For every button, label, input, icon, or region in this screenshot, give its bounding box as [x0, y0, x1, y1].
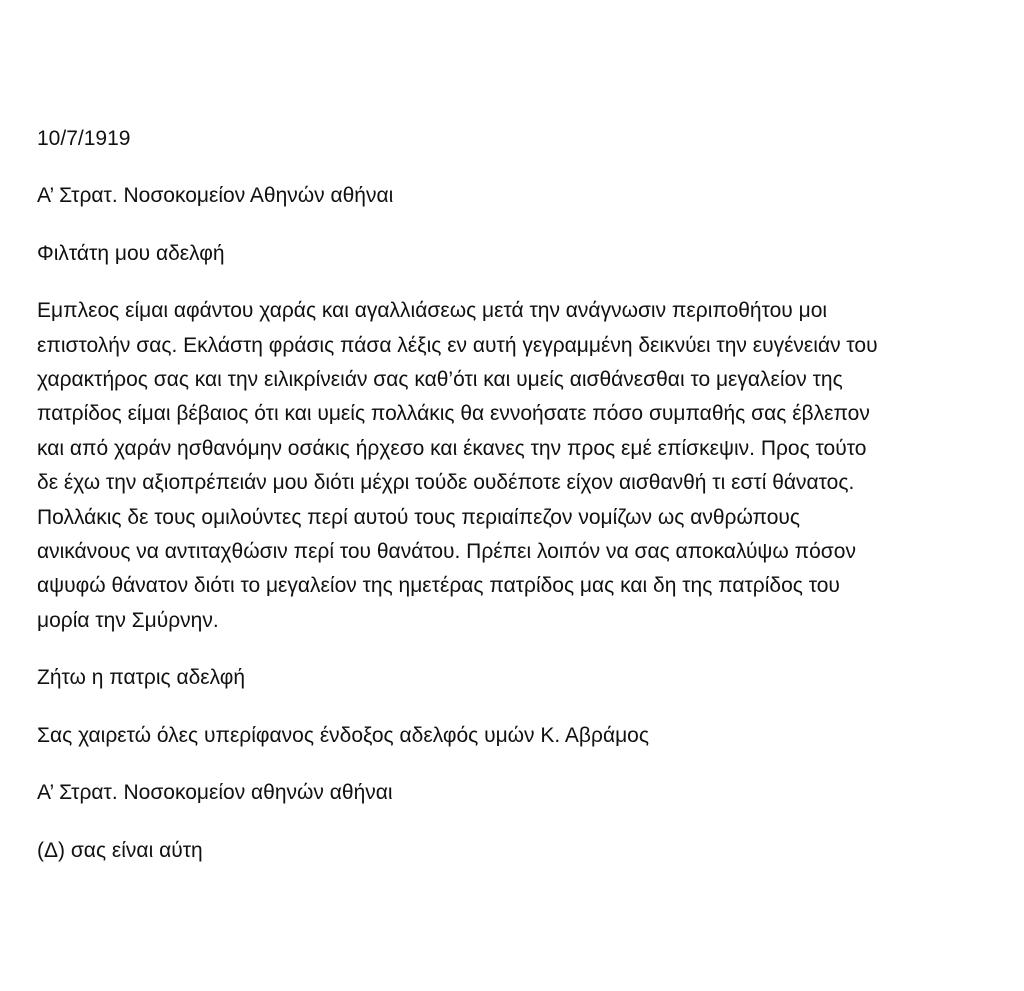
closing-signature: Σας χαιρετώ όλες υπερίφανος ένδοξος αδελφός υμών Κ. Αβράμος — [37, 723, 649, 747]
body-line: χαρακτήρος σας και την ειλικρίνειάν σας καθ’ότι και υμείς αισθάνεσθαι το μεγαλείον της — [37, 368, 843, 392]
body-line: επιστολήν σας. Εκλάστη φράσις πάσα λέξις εν αυτή γεγραμμένη δεικνύει την ευγένειάν του — [37, 333, 878, 357]
body-line: Εμπλεος είμαι αφάντου χαράς και αγαλλιάσεως μετά την ανάγνωσιν περιποθήτου μοι — [37, 299, 828, 323]
exclamation: Ζήτω η πατρις αδελφή — [37, 666, 246, 690]
body-line: αψυφώ θάνατον διότι το μεγαλείον της ημετέρας πατρίδος μας και δη της πατρίδος του — [37, 574, 840, 598]
body-line: ανικάνους να αντιταχθώσιν περί του θανάτου. Πρέπει λοιπόν να σας αποκαλύψω πόσον — [37, 540, 856, 564]
footer-address: Α’ Στρατ. Νοσοκομείον αθηνών αθήναι — [37, 781, 393, 805]
sender-address: Α’ Στρατ. Νοσοκομείον Αθηνών αθήναι — [37, 184, 394, 208]
salutation: Φιλτάτη μου αδελφή — [37, 241, 225, 265]
postscript: (Δ) σας είναι αύτη — [37, 838, 203, 862]
letter-body — [37, 294, 997, 638]
body-line: δε έχω την αξιοπρέπειάν μου διότι μέχρι τούδε ουδέποτε είχον αισθανθή τι εστί θάνατος. — [37, 471, 855, 495]
body-line: πατρίδος είμαι βέβαιος ότι και υμείς πολλάκις θα εννοήσατε πόσο συμπαθής σας έβλεπον — [37, 402, 870, 426]
body-line: Πολλάκις δε τους ομιλούντες περί αυτού τους περιαίπεζον νομίζων ως ανθρώπους — [37, 505, 801, 529]
body-line: μορία την Σμύρνην. — [37, 608, 219, 632]
body-line: και από χαράν ησθανόμην οσάκις ήρχεσο και έκανες την προς εμέ επίσκεψιν. Προς τούτο — [37, 436, 867, 460]
letter-date: 10/7/1919 — [37, 127, 131, 150]
letter-document — [37, 122, 997, 891]
